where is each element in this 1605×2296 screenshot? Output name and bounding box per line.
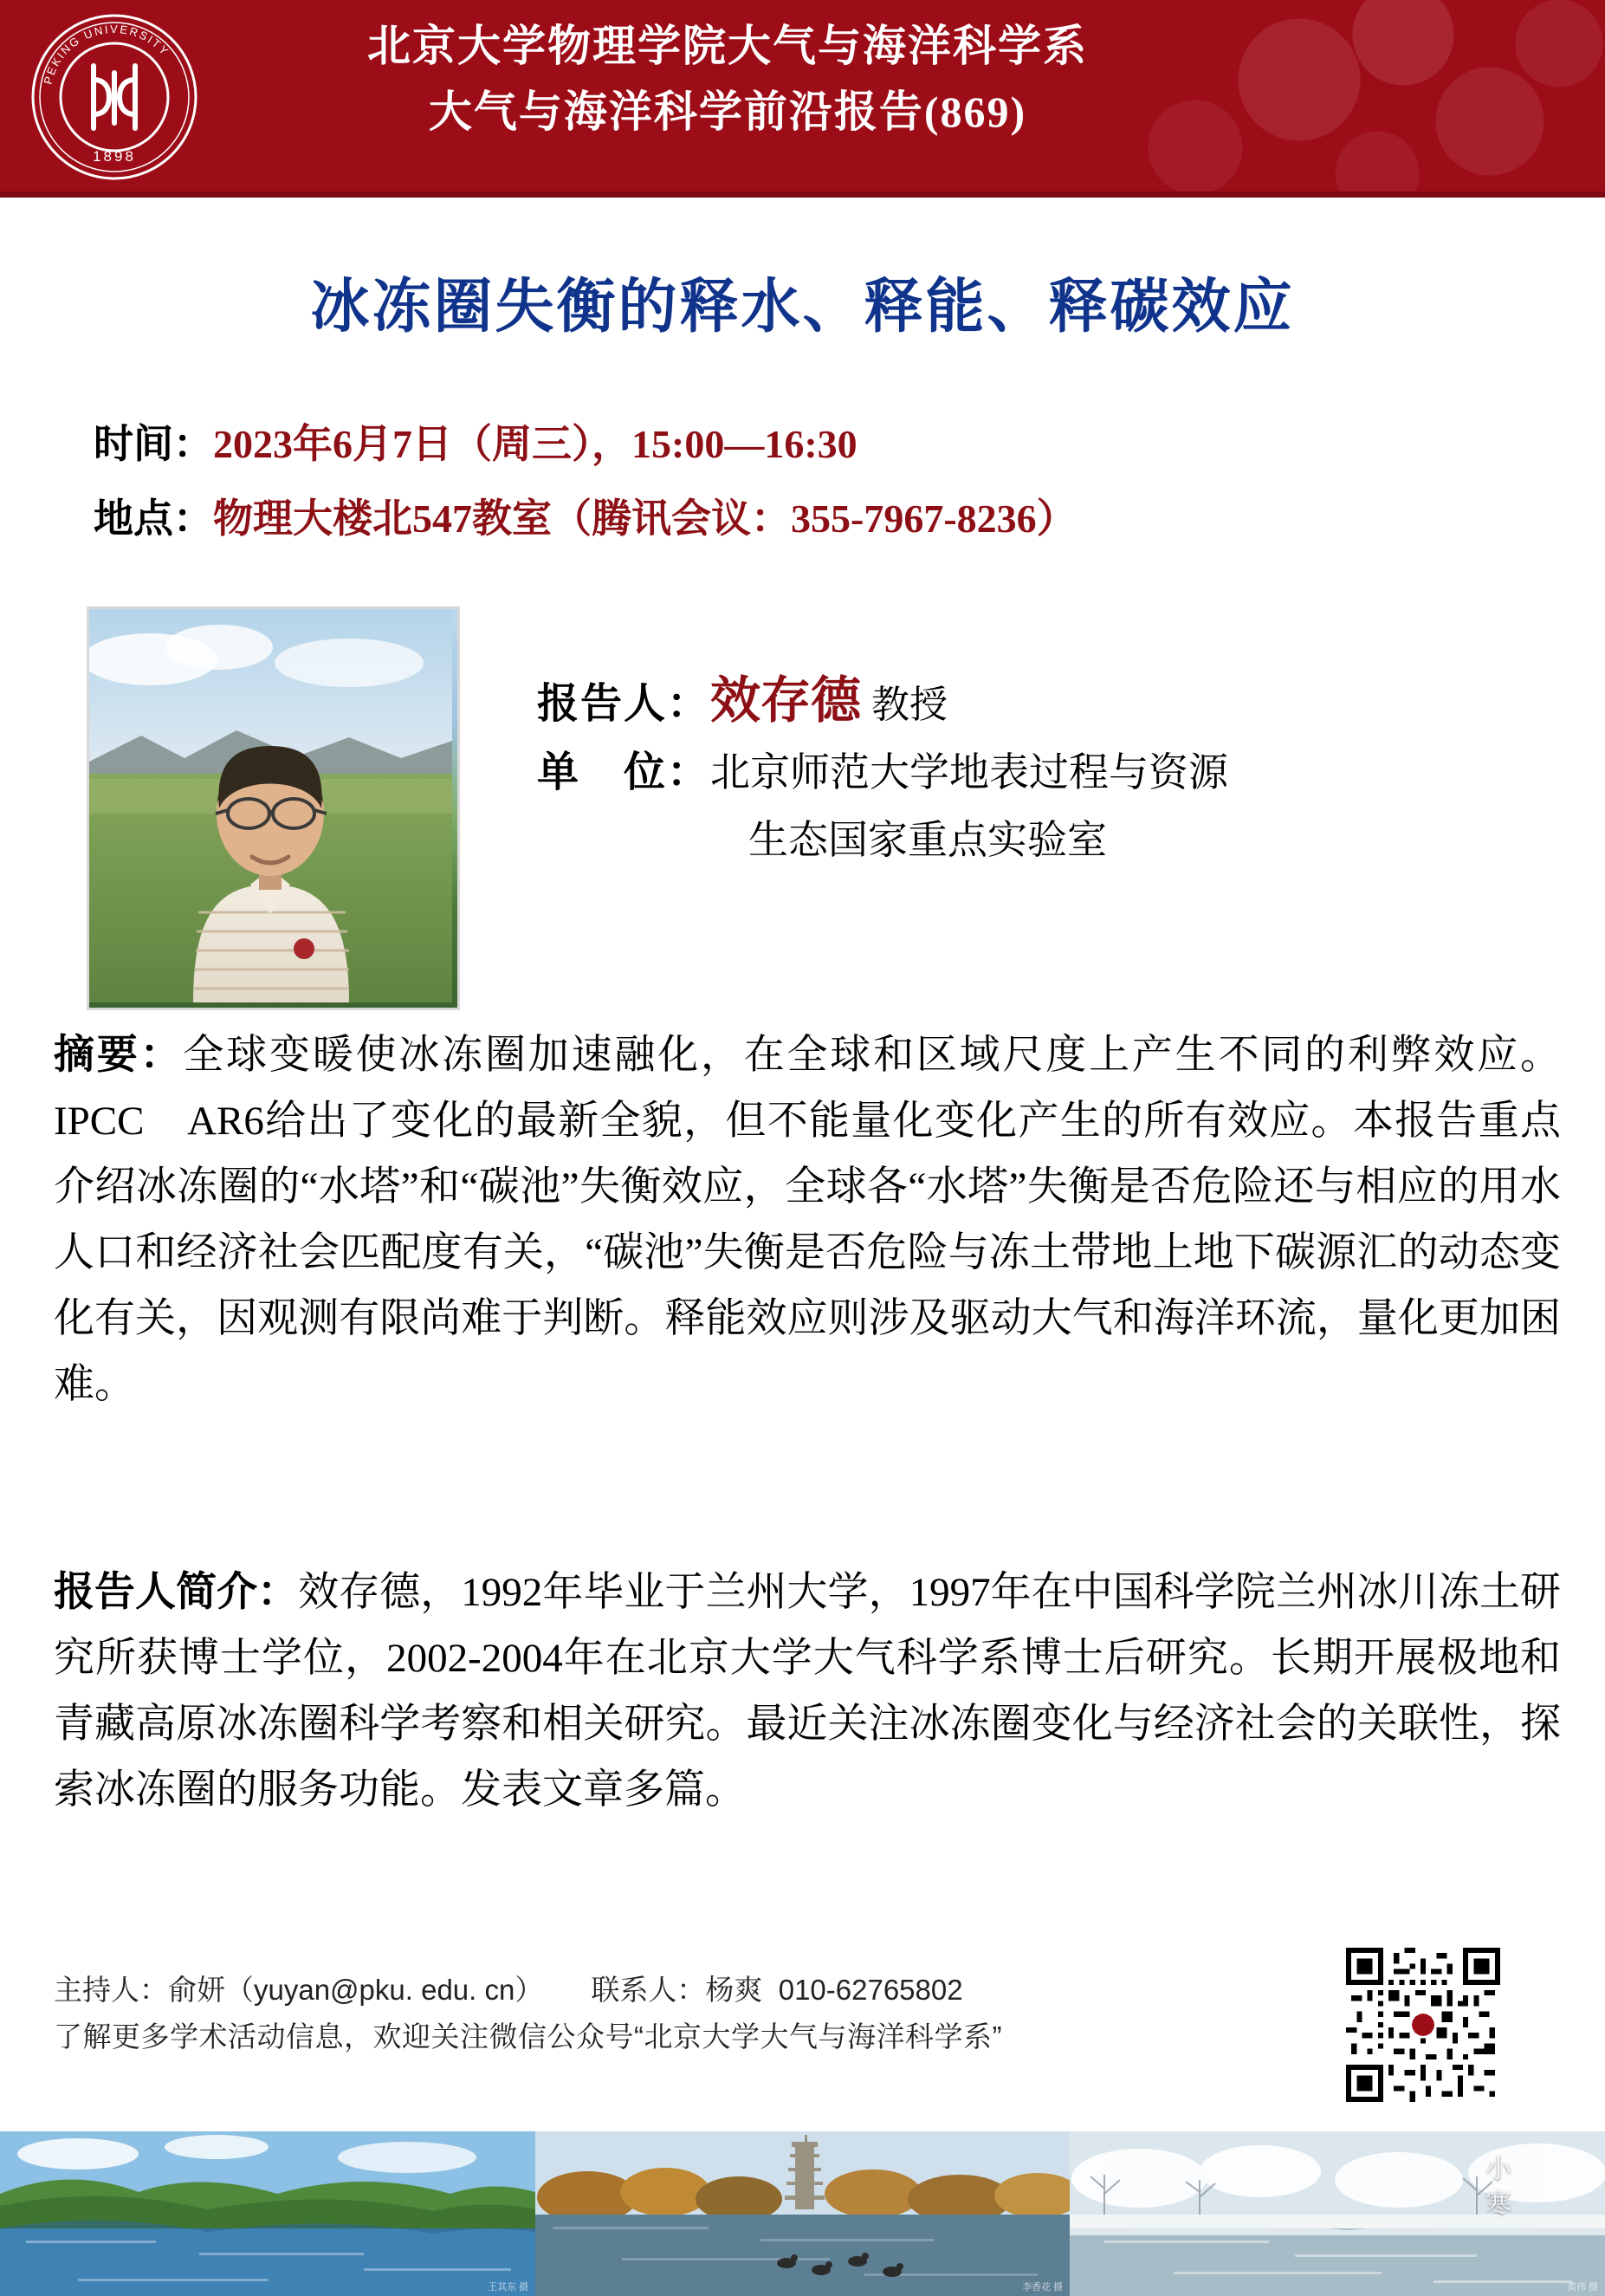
banner-series-title: 大气与海洋科学前沿报告(869) — [428, 88, 1027, 136]
affiliation-line-2: 生态国家重点实验室 — [748, 818, 1107, 862]
header-banner — [0, 0, 1605, 198]
speaker-label: 报告人： — [537, 681, 711, 727]
page-title: 冰冻圈失衡的释水、释能、释碳效应 — [310, 274, 1295, 340]
bio-paragraph — [54, 1560, 1561, 1823]
event-time-row — [94, 407, 1566, 482]
host-label: 主持人： — [54, 1974, 168, 2006]
contact-row-1 — [54, 1967, 1336, 2014]
svg-text:PEKING UNIVERSITY: PEKING UNIVERSITY — [41, 22, 172, 86]
bio-text: 效存德，1992年毕业于兰州大学，1997年在中国科学院兰州冰川冻土研究所获博士学位，2002-2004年在北京大学大气科学系博士后研究。长期开展极地和青藏高原冰冻圈科学考察和相关研究。最近关注冰冻圈变化与经济社会的关联性，探索冰冻圈的服务功能。发表文章多篇。 — [54, 1570, 1562, 1813]
event-place-label: 地点： — [94, 496, 213, 541]
contact-name: 杨爽 — [705, 1974, 763, 2006]
event-place-row — [94, 482, 1566, 556]
event-time-label: 时间： — [94, 422, 213, 466]
affiliation-label: 单 位： — [537, 749, 711, 795]
svg-text:1898: 1898 — [93, 148, 136, 165]
photo-credit-winter: 黄伟 摄 — [1567, 2282, 1598, 2293]
campus-photo-winter — [1070, 2131, 1605, 2296]
contact-block — [54, 1967, 1336, 2060]
banner-bottom-rule — [0, 191, 1605, 198]
banner-title-group — [217, 14, 1239, 146]
abstract-paragraph — [54, 1022, 1561, 1417]
speaker-name: 效存德 — [710, 672, 862, 729]
wechat-qr-code — [1341, 1943, 1516, 2118]
contact-label: 联系人： — [591, 1974, 706, 2006]
speaker-name-row — [537, 667, 1559, 739]
wechat-note: 了解更多学术活动信息，欢迎关注微信公众号“北京大学大气与海洋科学系” — [54, 2020, 1002, 2053]
bio-label: 报告人简介： — [54, 1570, 299, 1615]
season-caption-line-1: 小 — [1485, 2155, 1511, 2183]
event-place-value: 物理大楼北547教室（腾讯会议：355-7967-8236） — [213, 496, 1077, 541]
speaker-rank: 教授 — [871, 684, 948, 726]
season-caption-line-2: 寒 — [1485, 2189, 1511, 2218]
campus-photo-autumn — [535, 2131, 1070, 2296]
season-caption — [1485, 2152, 1511, 2221]
event-meta — [94, 407, 1566, 556]
contact-phone: 010-62765802 — [778, 1974, 963, 2006]
speaker-info — [537, 667, 1559, 874]
host-email: （yuyan@pku. edu. cn） — [225, 1974, 544, 2006]
banner-department-title: 北京大学物理学院大气与海洋科学系 — [367, 22, 1088, 70]
pku-seal-icon — [29, 12, 199, 182]
abstract-text: 全球变暖使冰冻圈加速融化，在全球和区域尺度上产生不同的利弊效应。IPCC AR6给出了变化的最新全貌，但不能量化变化产生的所有效应。本报告重点介绍冰冻圈的“水塔”和“碳池”失衡效应，全球各“水塔”失衡是否危险还与相应的用水人口和经济社会匹配度有关，“碳池”失衡是否危险与冻土带地上地下碳源汇的动态变化有关，因观测有限尚难于判断。释能效应则涉及驱动大气和海洋环流，量化更加困难。 — [54, 1033, 1562, 1407]
abstract-label: 摘要： — [54, 1033, 184, 1078]
affiliation-line-1: 北京师范大学地表过程与资源 — [710, 750, 1229, 795]
photo-credit-autumn: 李香花 摄 — [1022, 2282, 1063, 2293]
photo-credit-spring: 王其东 摄 — [488, 2282, 528, 2293]
campus-photo-spring — [0, 2131, 535, 2296]
speaker-affiliation-row — [537, 739, 1559, 807]
event-time-value: 2023年6月7日（周三），15:00—16:30 — [213, 422, 858, 466]
host-name: 俞妍 — [168, 1974, 225, 2006]
campus-photo-strip — [0, 2131, 1605, 2296]
speaker-photo — [87, 606, 460, 1010]
